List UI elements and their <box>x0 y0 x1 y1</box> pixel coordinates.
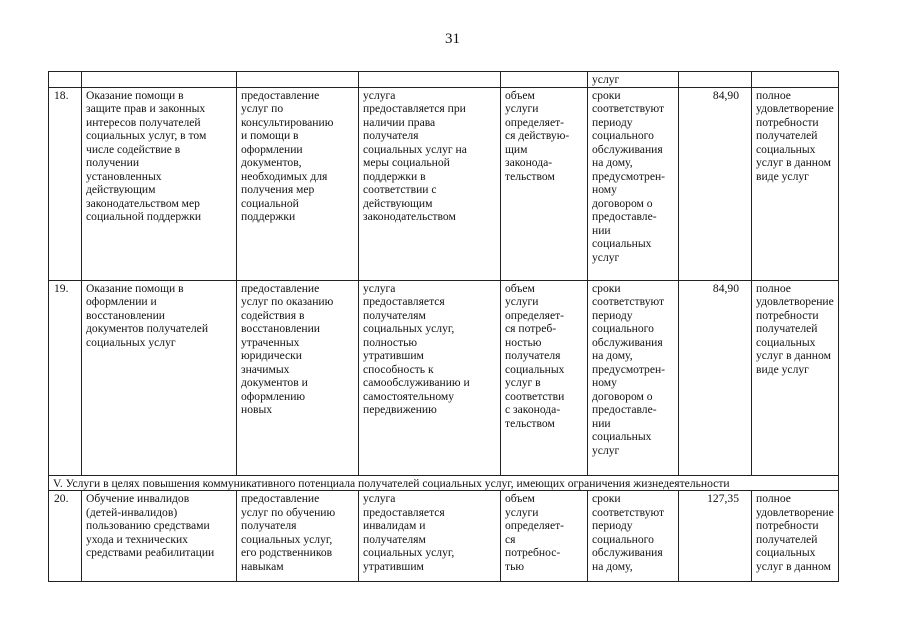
service-terms: сроки соответствуют периоду социального обслуживания на дому, предусмотрен- ному договором о предоставле- нии социальных услуг <box>588 280 679 475</box>
service-quality: полное удовлетворение потребности получателей социальных услуг в данном <box>752 491 839 582</box>
table-row-continuation <box>49 72 839 88</box>
cell <box>501 72 588 88</box>
section-title: V. Услуги в целях повышения коммуникативного потенциала получателей социальных услуг, имеющих ограничения жизнедеятельности <box>49 475 839 491</box>
cell <box>359 72 501 88</box>
service-description: предоставление услуг по консультированию и помощи в оформлении документов, необходимых для получения мер социальной поддержки <box>237 87 359 280</box>
table-row <box>49 491 839 582</box>
service-name: Оказание помощи в оформлении и восстановлении документов получателей социальных услуг <box>82 280 237 475</box>
cell <box>237 72 359 88</box>
services-table <box>48 71 839 582</box>
service-quality: полное удовлетворение потребности получателей социальных услуг в данном виде услуг <box>752 87 839 280</box>
service-cost: 127,35 <box>679 491 752 582</box>
service-volume: объем услуги определяет- ся потребнос- тью <box>501 491 588 582</box>
service-description: предоставление услуг по оказанию содействия в восстановлении утраченных юридически значимых документов и оформлению новых <box>237 280 359 475</box>
table-row <box>49 87 839 280</box>
row-number: 20. <box>49 491 82 582</box>
cell <box>752 72 839 88</box>
service-terms: сроки соответствуют периоду социального обслуживания на дому, <box>588 491 679 582</box>
service-description: предоставление услуг по обучению получателя социальных услуг, его родственников навыкам <box>237 491 359 582</box>
cell <box>679 72 752 88</box>
cell <box>49 72 82 88</box>
row-number: 19. <box>49 280 82 475</box>
service-name: Обучение инвалидов (детей-инвалидов) пользованию средствами ухода и технических средствами реабилитации <box>82 491 237 582</box>
section-header-row <box>49 475 839 491</box>
row-number: 18. <box>49 87 82 280</box>
service-cost: 84,90 <box>679 87 752 280</box>
service-name: Оказание помощи в защите прав и законных интересов получателей социальных услуг, в том числе содействие в получении установленных действующим законодательством мер социальной поддержки <box>82 87 237 280</box>
cell <box>82 72 237 88</box>
service-volume: объем услуги определяет- ся действую- щим законода- тельством <box>501 87 588 280</box>
service-conditions: услуга предоставляется инвалидам и получателям социальных услуг, утратившим <box>359 491 501 582</box>
service-conditions: услуга предоставляется получателям социальных услуг, полностью утратившим способность к самообслуживанию и самостоятельному передвижению <box>359 280 501 475</box>
service-quality: полное удовлетворение потребности получателей социальных услуг в данном виде услуг <box>752 280 839 475</box>
table-row <box>49 280 839 475</box>
terms-cell: услуг <box>588 72 679 88</box>
service-cost: 84,90 <box>679 280 752 475</box>
service-terms: сроки соответствуют периоду социального обслуживания на дому, предусмотрен- ному договором о предоставле- нии социальных услуг <box>588 87 679 280</box>
service-volume: объем услуги определяет- ся потреб- ностью получателя социальных услуг в соответстви с законода- тельством <box>501 280 588 475</box>
service-conditions: услуга предоставляется при наличии права получателя социальных услуг на меры социальной поддержки в соответствии с действующим законодательством <box>359 87 501 280</box>
page-number: 31 <box>445 31 460 47</box>
